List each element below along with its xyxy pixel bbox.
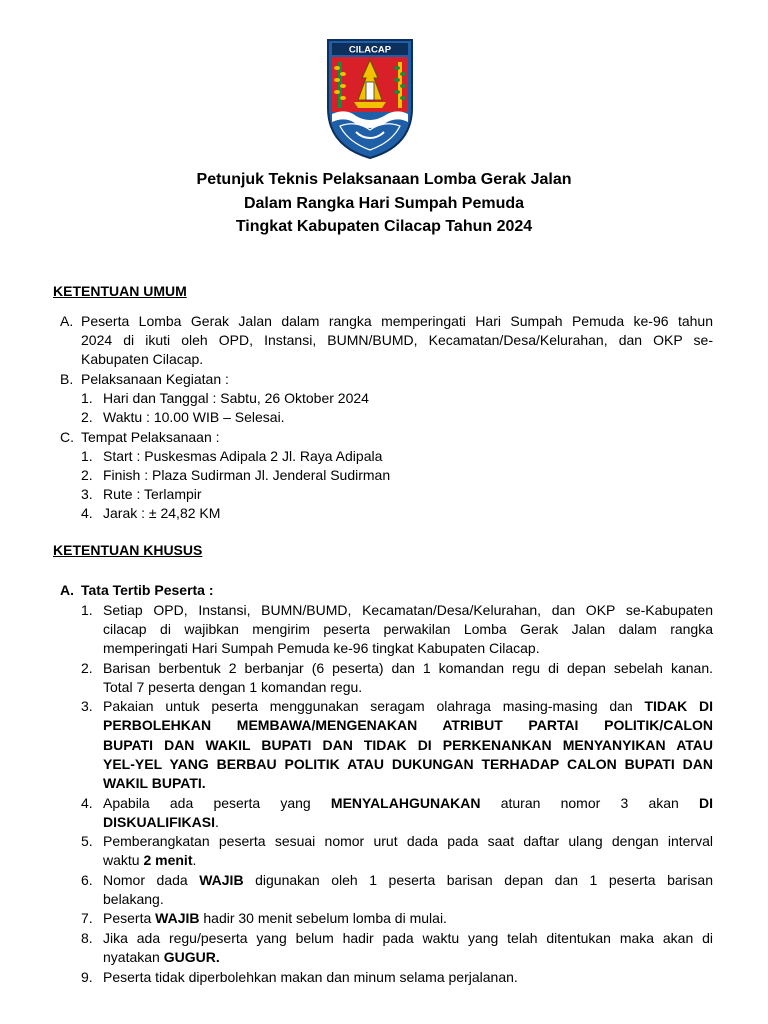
list-number: 3. bbox=[81, 698, 93, 714]
rule-3-line-2: PERBOLEHKAN MEMBAWA/MENGENAKAN ATRIBUT PARTAI POLITIK/CALON bbox=[103, 717, 713, 733]
rule-4-line-1: Apabila ada peserta yang MENYALAHGUNAKAN aturan nomor 3 akan DI bbox=[103, 795, 714, 811]
rule-8-line-1: Jika ada regu/peserta yang belum hadir pada waktu yang telah ditentukan maka akan di bbox=[103, 930, 713, 946]
document-title-line-2: Dalam Rangka Hari Sumpah Pemuda bbox=[243, 195, 525, 212]
rule-1-line-1: Setiap OPD, Instansi, BUMN/BUMD, Kecamatan/Desa/Kelurahan, dan OKP se-Kabupaten bbox=[103, 602, 713, 618]
list-number: 8. bbox=[81, 930, 93, 946]
umum-a-line-1: Peserta Lomba Gerak Jalan dalam rangka memperingati Hari Sumpah Pemuda ke-96 tahun bbox=[81, 313, 713, 329]
rule-1-line-2: cilacap di wajibkan mengirim peserta perwakilan Lomba Gerak Jalan dalam rangka bbox=[103, 621, 713, 637]
rule-8-line-2: nyatakan GUGUR. bbox=[103, 949, 220, 965]
list-number: 4. bbox=[81, 795, 93, 811]
list-item: Waktu : 10.00 WIB – Selesai. bbox=[103, 409, 285, 425]
list-number: 3. bbox=[81, 486, 93, 502]
rule-7-line-1: Peserta WAJIB hadir 30 menit sebelum lomba di mulai. bbox=[103, 910, 447, 926]
rule-3-line-3: BUPATI DAN WAKIL BUPATI DAN TIDAK DI PERKENANKAN MENYANYIKAN ATAU bbox=[103, 737, 713, 753]
list-number: 1. bbox=[81, 390, 93, 406]
logo-label: CILACAP bbox=[348, 44, 392, 56]
list-number: 2. bbox=[81, 409, 93, 425]
list-item: Finish : Plaza Sudirman Jl. Jenderal Sudirman bbox=[103, 467, 391, 483]
rule-3-line-4: YEL-YEL YANG BERBAU POLITIK ATAU DUKUNGAN TERHADAP CALON BUPATI DAN bbox=[103, 756, 713, 772]
rule-3-line-1: Pakaian untuk peserta menggunakan seragam olahraga masing-masing dan TIDAK DI bbox=[103, 698, 714, 714]
umum-b-text: Pelaksanaan Kegiatan : bbox=[81, 371, 229, 387]
rule-5-line-2: waktu 2 menit. bbox=[103, 852, 197, 868]
rule-6-line-2: belakang. bbox=[103, 891, 164, 907]
list-number: 4. bbox=[81, 505, 93, 521]
rule-4-line-2: DISKUALIFIKASI. bbox=[103, 814, 219, 830]
item-marker-a: A. bbox=[60, 313, 74, 329]
rule-2-line-2: Total 7 peserta dengan 1 komandan regu. bbox=[103, 679, 363, 695]
list-number: 1. bbox=[81, 602, 93, 618]
rule-2-line-1: Barisan berbentuk 2 berbanjar (6 peserta) dan 1 komandan regu di depan sebelah kanan. bbox=[103, 660, 713, 676]
list-number: 1. bbox=[81, 448, 93, 464]
list-number: 9. bbox=[81, 969, 93, 985]
list-item: Hari dan Tanggal : Sabtu, 26 Oktober 2024 bbox=[103, 390, 369, 406]
list-number: 7. bbox=[81, 910, 93, 926]
rule-1-line-3: memperingati Hari Sumpah Pemuda ke-96 tingkat Kabupaten Cilacap. bbox=[103, 640, 540, 656]
list-number: 2. bbox=[81, 660, 93, 676]
umum-c-text: Tempat Pelaksanaan : bbox=[81, 429, 220, 445]
cilacap-coat-of-arms-icon bbox=[326, 38, 414, 160]
rule-3-line-5: WAKIL BUPATI. bbox=[103, 775, 206, 791]
document-title-line-3: Tingkat Kabupaten Cilacap Tahun 2024 bbox=[235, 218, 533, 235]
subsection-title: Tata Tertib Peserta : bbox=[81, 582, 214, 598]
rule-6-line-1: Nomor dada WAJIB digunakan oleh 1 peserta barisan depan dan 1 peserta barisan bbox=[103, 872, 714, 888]
rule-9-line-1: Peserta tidak diperbolehkan makan dan minum selama perjalanan. bbox=[103, 969, 518, 985]
item-marker-b: B. bbox=[60, 371, 74, 387]
list-item: Jarak : ± 24,82 KM bbox=[103, 505, 221, 521]
list-item: Rute : Terlampir bbox=[103, 486, 202, 502]
list-number: 2. bbox=[81, 467, 93, 483]
umum-a-line-2: 2024 di ikuti oleh OPD, Instansi, BUMN/BUMD, Kecamatan/Desa/Kelurahan, dan OKP se- bbox=[81, 332, 713, 348]
section-heading-khusus: KETENTUAN KHUSUS bbox=[53, 542, 203, 558]
item-marker-c: C. bbox=[60, 429, 74, 445]
list-number: 5. bbox=[81, 833, 93, 849]
item-marker-a: A. bbox=[60, 582, 74, 598]
umum-a-line-3: Kabupaten Cilacap. bbox=[81, 351, 204, 367]
document-title-line-1: Petunjuk Teknis Pelaksanaan Lomba Gerak Jalan bbox=[196, 171, 572, 188]
list-item: Start : Puskesmas Adipala 2 Jl. Raya Adipala bbox=[103, 448, 383, 464]
rule-5-line-1: Pemberangkatan peserta sesuai nomor urut dada pada saat daftar ulang dengan interval bbox=[103, 833, 713, 849]
section-heading-umum: KETENTUAN UMUM bbox=[53, 283, 187, 299]
list-number: 6. bbox=[81, 872, 93, 888]
